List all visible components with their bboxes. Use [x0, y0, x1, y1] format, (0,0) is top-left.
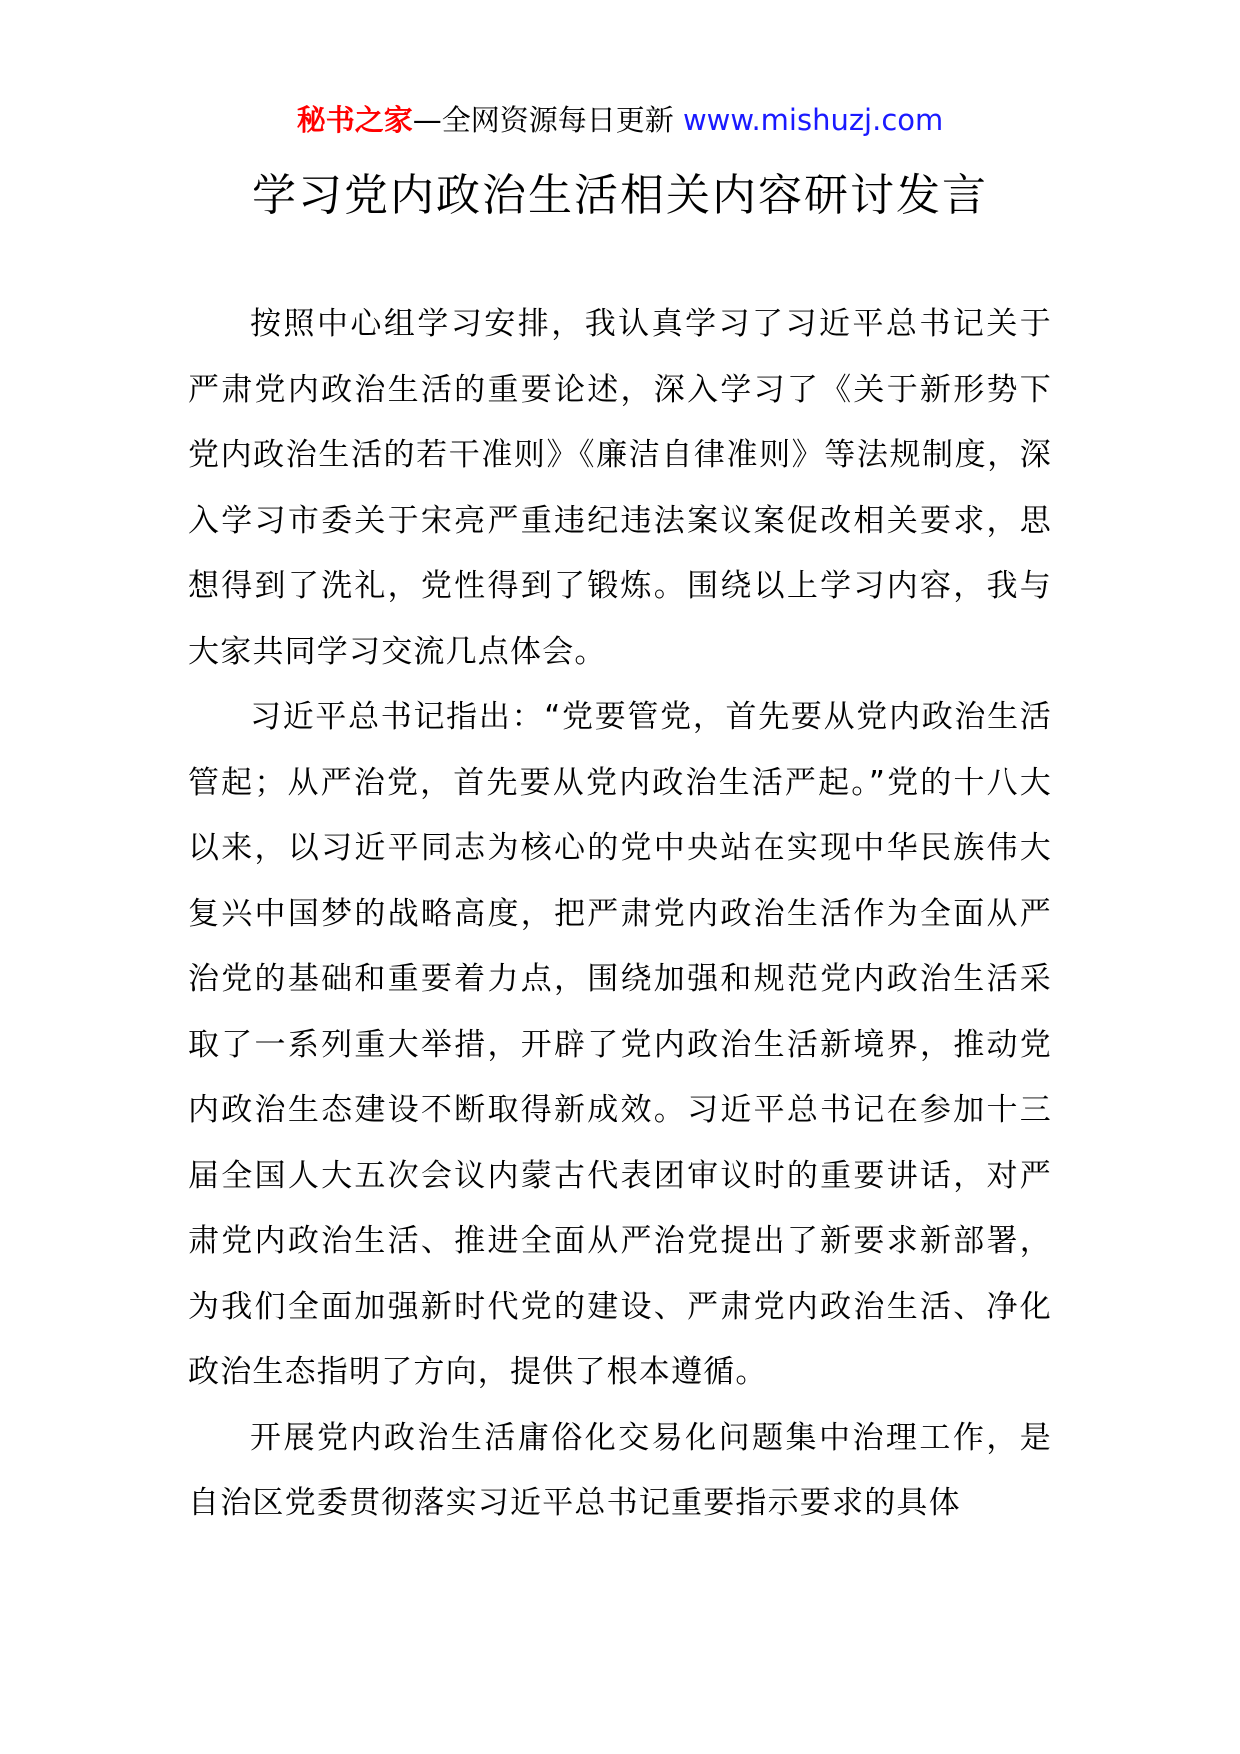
header-slogan: —全网资源每日更新	[412, 103, 674, 137]
body-paragraph-2: 习近平总书记指出：“党要管党，首先要从党内政治生活管起；从严治党，首先要从党内政治生活严起。”党的十八大以来，以习近平同志为核心的党中央站在实现中华民族伟大复兴中国梦的战略高度，把严肃党内政治生活作为全面从严治党的基础和重要着力点，围绕加强和规范党内政治生活采取了一系列重大举措，开辟了党内政治生活新境界，推动党内政治生态建设不断取得新成效。习近平总书记在参加十三届全国人大五次会议内蒙古代表团审议时的重要讲话，对严肃党内政治生活、推进全面从严治党提出了新要求新部署，为我们全面加强新时代党的建设、严肃党内政治生活、净化政治生态指明了方向，提供了根本遵循。	[188, 699, 1052, 1390]
site-header	[0, 100, 1240, 140]
site-url-link[interactable]: www.mishuzj.com	[682, 103, 944, 137]
brand-name: 秘书之家	[296, 103, 413, 137]
body-paragraph-1: 按照中心组学习安排，我认真学习了习近平总书记关于严肃党内政治生活的重要论述，深入学习了《关于新形势下党内政治生活的若干准则》《廉洁自律准则》等法规制度，深入学习市委关于宋亮严重违纪违法案议案促改相关要求，思想得到了洗礼，党性得到了锻炼。围绕以上学习内容，我与大家共同学习交流几点体会。	[188, 306, 1052, 670]
body-paragraph-3: 开展党内政治生活庸俗化交易化问题集中治理工作，是自治区党委贯彻落实习近平总书记重要指示要求的具体	[188, 1419, 1052, 1521]
document-title: 学习党内政治生活相关内容研讨发言	[252, 170, 988, 221]
document-body	[188, 292, 1052, 1537]
